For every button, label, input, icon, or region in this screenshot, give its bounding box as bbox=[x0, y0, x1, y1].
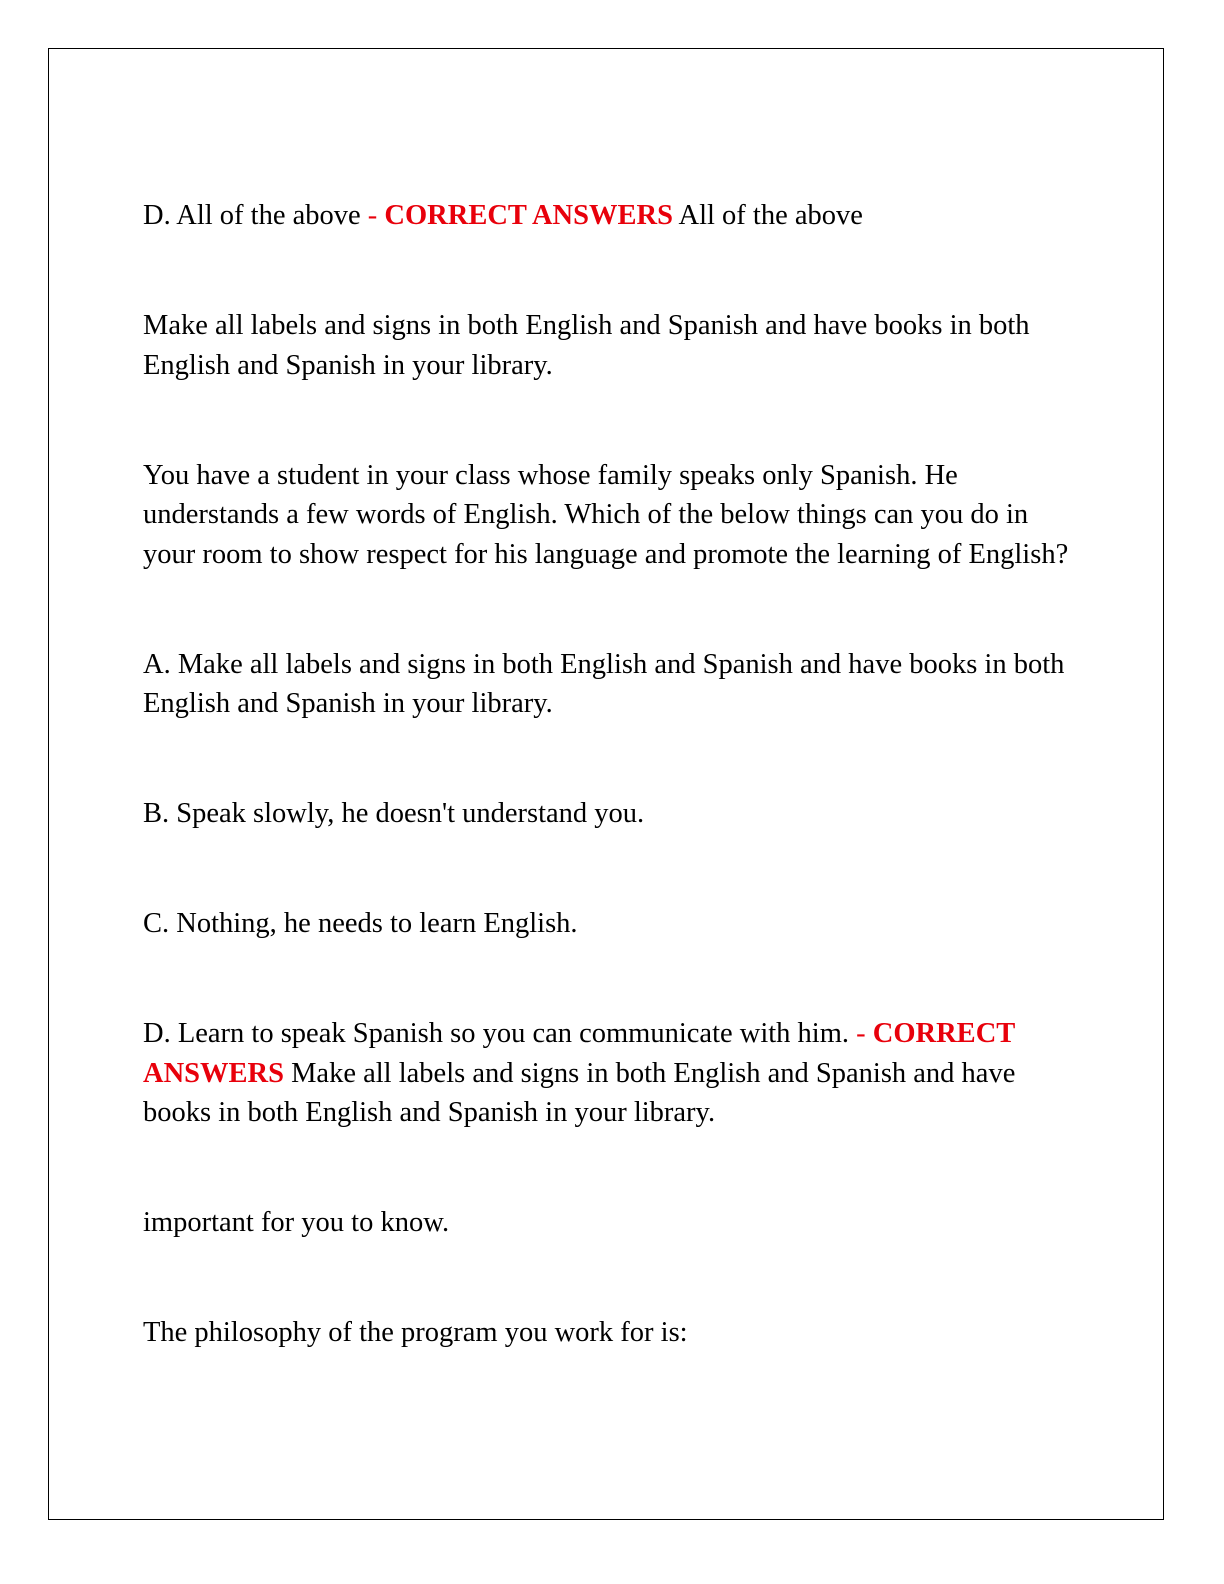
question-text: You have a student in your class whose family speaks only Spanish. He understands a few words of English. Which of the below things can you do in your room to show respect for his language and promote the learning of English? bbox=[143, 459, 1069, 570]
option-d-with-answer bbox=[143, 1014, 1078, 1133]
option-c: C. Nothing, he needs to learn English. bbox=[143, 908, 578, 939]
answer-separator: - bbox=[849, 1018, 873, 1049]
answer-separator: - bbox=[360, 200, 385, 231]
answer-line-all-of-the-above bbox=[143, 196, 1078, 236]
paragraph-philosophy: The philosophy of the program you work for is: bbox=[143, 1317, 688, 1348]
answer-choice-text: D. All of the above bbox=[143, 200, 361, 231]
paragraph-important: important for you to know. bbox=[143, 1207, 450, 1238]
option-b: B. Speak slowly, he doesn't understand you. bbox=[143, 798, 645, 829]
correct-answers-label: CORRECT ANSWERS bbox=[143, 1018, 1015, 1089]
correct-answers-label: CORRECT ANSWERS bbox=[384, 200, 673, 231]
correct-answer-text: All of the above bbox=[672, 200, 863, 231]
option-d-text: D. Learn to speak Spanish so you can communicate with him. bbox=[143, 1018, 850, 1049]
option-a: A. Make all labels and signs in both English and Spanish and have books in both English and Spanish in your library. bbox=[143, 648, 1065, 719]
correct-answer-text: Make all labels and signs in both English and Spanish and have books in both English and Spanish in your library. bbox=[143, 1057, 1016, 1128]
document-body bbox=[143, 196, 1078, 1353]
paragraph-labels-signs: Make all labels and signs in both English and Spanish and have books in both English and Spanish in your library. bbox=[143, 310, 1030, 381]
